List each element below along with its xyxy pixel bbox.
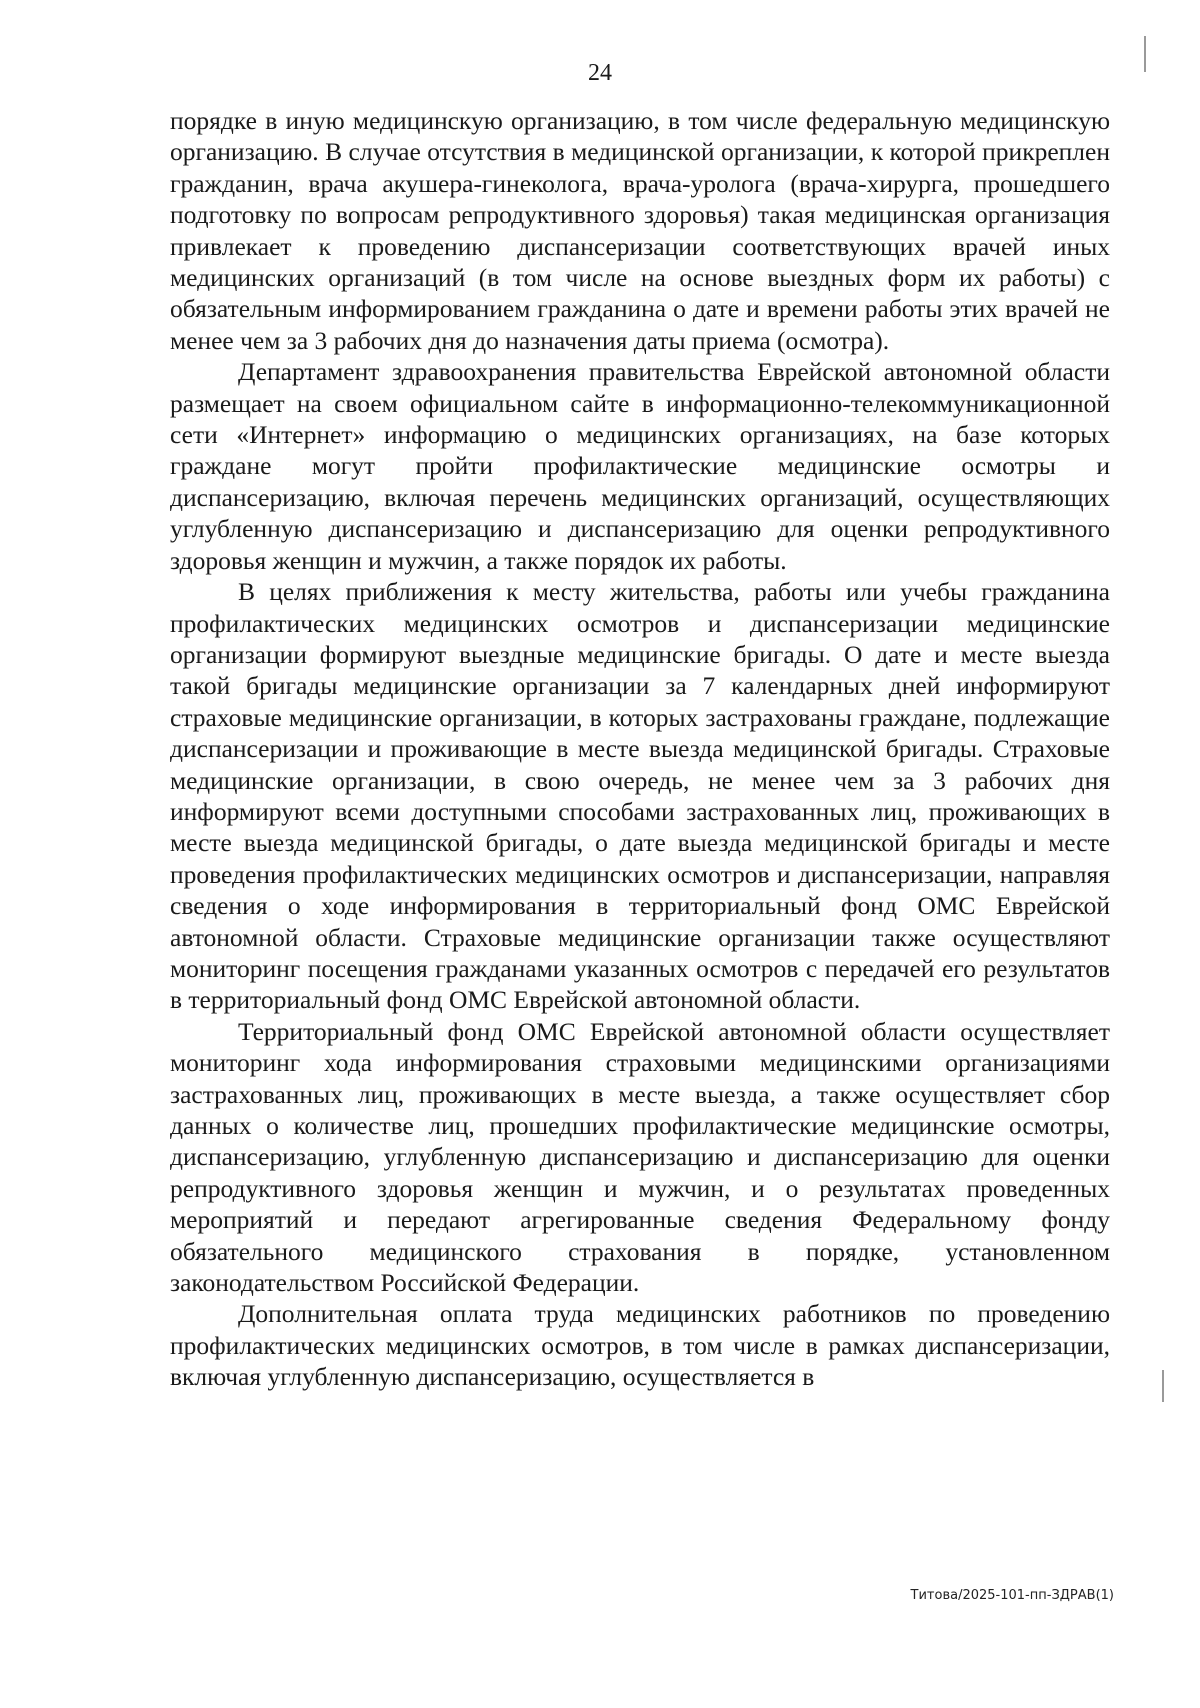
document-reference-code: Титова/2025-101-пп-ЗДРАВ(1) [910, 1588, 1114, 1603]
paragraph: Дополнительная оплата труда медицинских работников по проведению профилактических медицинских осмотров, в том числе в рамках диспансеризации, включая углубленную диспансеризацию, осуществляется в [170, 1299, 1110, 1392]
paragraph: порядке в иную медицинскую организацию, в том числе федеральную медицинскую организацию. В случае отсутствия в медицинской организации, к которой прикреплен гражданин, врача акушера-гинеколога, врача-уролога (врача-хирурга, прошедшего подготовку по вопросам репродуктивного здоровья) такая медицинская организация привлекает к проведению диспансеризации соответствующих врачей иных медицинских организаций (в том числе на основе выездных форм их работы) с обязательным информированием гражданина о дате и времени работы этих врачей не менее чем за 3 рабочих дня до назначения даты приема (осмотра). [170, 106, 1110, 355]
paragraph: Департамент здравоохранения правительства Еврейской автономной области размещает на своем официальном сайте в информационно-телекоммуникационной сети «Интернет» информацию о медицинских организациях, на базе которых граждане могут пройти профилактические медицинские осмотры и диспансеризацию, включая перечень медицинских организаций, осуществляющих углубленную диспансеризацию и диспансеризацию для оценки репродуктивного здоровья женщин и мужчин, а также порядок их работы. [170, 357, 1110, 575]
document-body [170, 105, 1110, 1393]
page-number: 24 [588, 60, 612, 86]
scan-artifact-mark [1162, 1370, 1164, 1402]
paragraph: В целях приближения к месту жительства, работы или учебы гражданина профилактических медицинских осмотров и диспансеризации медицинские организации формируют выездные медицинские бригады. О дате и месте выезда такой бригады медицинские организации за 7 календарных дней информируют страховые медицинские организации, в которых застрахованы граждане, подлежащие диспансеризации и проживающие в месте выезда медицинской бригады. Страховые медицинские организации, в свою очередь, не менее чем за 3 рабочих дня информируют всеми доступными способами застрахованных лиц, проживающих в месте выезда медицинской бригады, о дате выезда медицинской бригады и месте проведения профилактических медицинских осмотров и диспансеризации, направляя сведения о ходе информирования в территориальный фонд ОМС Еврейской автономной области. Страховые медицинские организации также осуществляют мониторинг посещения гражданами указанных осмотров с передачей его результатов в территориальный фонд ОМС Еврейской автономной области. [170, 577, 1110, 1015]
paragraph: Территориальный фонд ОМС Еврейской автономной области осуществляет мониторинг хода информирования страховыми медицинскими организациями застрахованных лиц, проживающих в месте выезда, а также осуществляет сбор данных о количестве лиц, прошедших профилактические медицинские осмотры, диспансеризацию, углубленную диспансеризацию и диспансеризацию для оценки репродуктивного здоровья женщин и мужчин, и о результатах проведенных мероприятий и передают агрегированные сведения Федеральному фонду обязательного медицинского страхования в порядке, установленном законодательством Российской Федерации. [170, 1016, 1110, 1298]
